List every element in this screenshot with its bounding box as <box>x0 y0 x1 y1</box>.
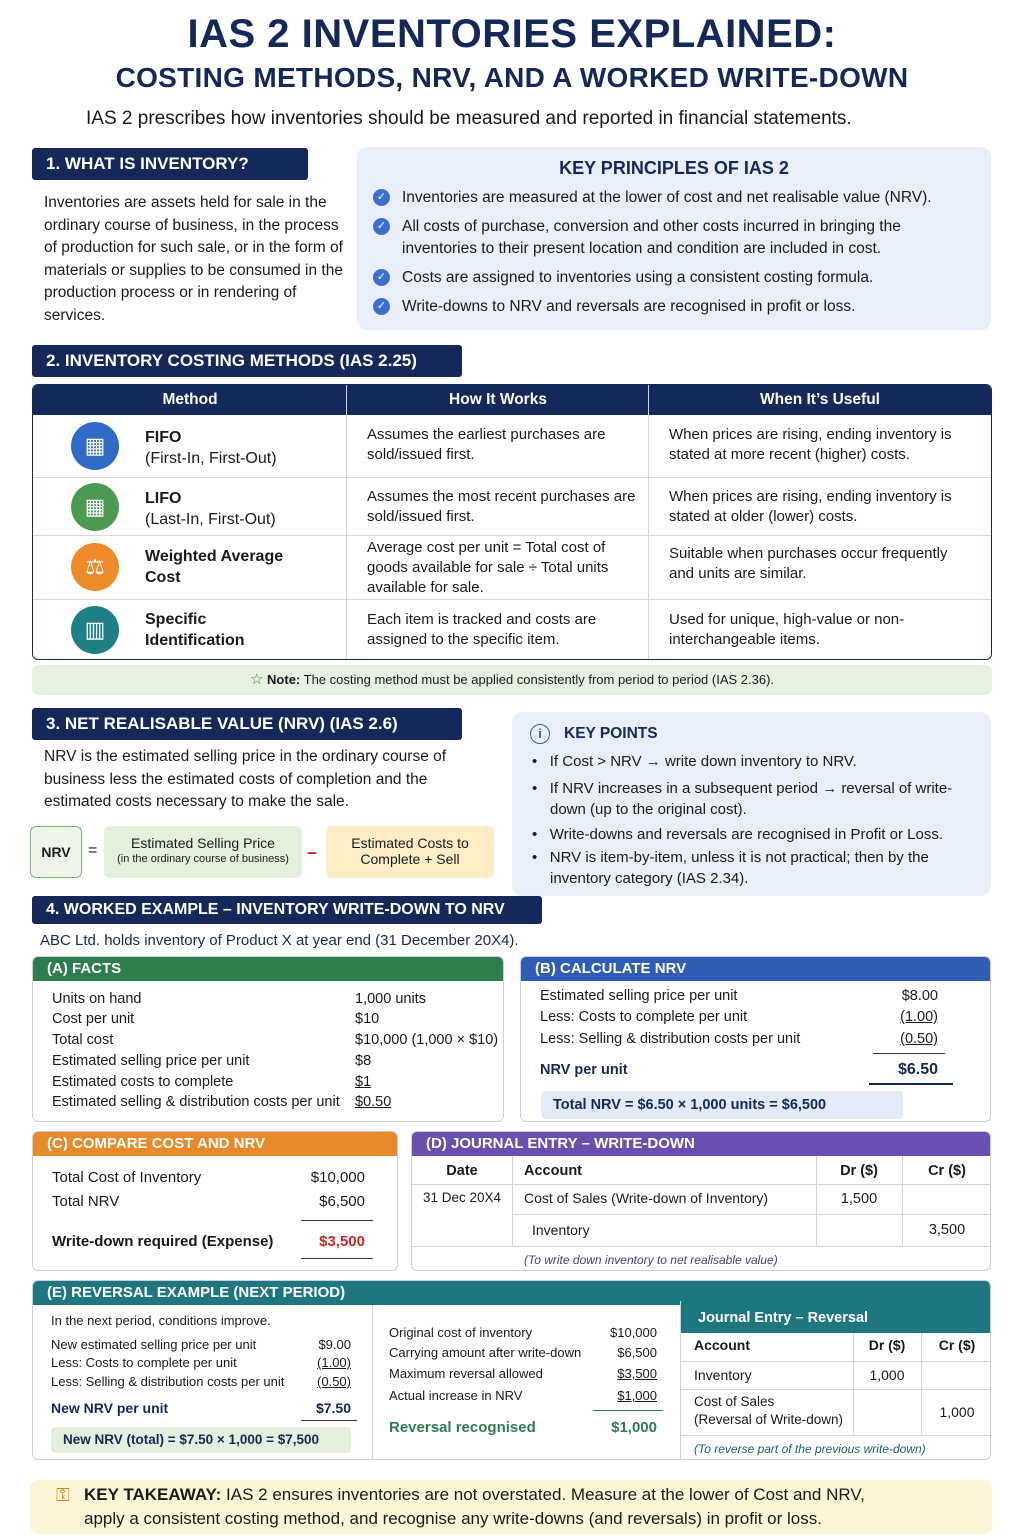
table-row <box>33 599 991 660</box>
keypoint-item: • If NRV increases in a subsequent period → reversal of write-down (up to the original cost). <box>532 780 953 818</box>
intro-text: IAS 2 prescribes how inventories should be measured and reported in financial statements. <box>86 108 852 129</box>
barcode-icon: ▥ <box>71 606 119 654</box>
principle-item: ✓ All costs of purchase, conversion and other costs incurred in bringing the inventories to their present location and condition are included in cost. <box>373 216 963 260</box>
fact-value: 1,000 units <box>355 991 426 1007</box>
reversal-intro: In the next period, conditions improve. <box>51 1313 271 1328</box>
method-when: When prices are rising, ending inventory is stated at more recent (higher) costs. <box>669 426 952 463</box>
keypoints-heading: KEY POINTS <box>564 725 658 742</box>
journal-account: Inventory <box>532 1222 590 1238</box>
nrv-definition: NRV is the estimated selling price in the ordinary course of business less the estimated costs of completion and the estimated costs necessary to make the sale. <box>44 748 447 810</box>
reversal-dr: 1,000 <box>869 1367 905 1383</box>
compare-value: $10,000 <box>310 1169 365 1186</box>
new-nrv-value: $7.50 <box>315 1400 351 1416</box>
scales-icon: ⚖ <box>71 543 119 591</box>
example-intro: ABC Ltd. holds inventory of Product X at year end (31 December 20X4). <box>40 932 519 949</box>
method-how: Assumes the earliest purchases are sold/issued first. <box>367 426 606 463</box>
reversal-narration: (To reverse part of the previous write-down) <box>694 1442 926 1456</box>
reversal-calc-value: $6,500 <box>617 1345 657 1360</box>
total-nrv: Total NRV = $6.50 × 1,000 units = $6,500 <box>541 1091 903 1119</box>
new-nrv-total: New NRV (total) = $7.50 × 1,000 = $7,500 <box>51 1427 351 1453</box>
principles-heading: KEY PRINCIPLES OF IAS 2 <box>559 158 789 178</box>
reversal-cr: 1,000 <box>939 1404 975 1420</box>
keypoint-item: • If Cost > NRV → write down inventory to NRV. <box>532 753 857 770</box>
method-name: Weighted Average <box>145 548 284 565</box>
fact-value: $1 <box>355 1074 372 1090</box>
reversal-calc-value: $10,000 <box>610 1325 657 1340</box>
calc-label: Estimated selling price per unit <box>540 988 738 1004</box>
method-sub: Cost <box>145 569 181 586</box>
formula-nrv: NRV <box>30 826 82 878</box>
reversal-heading: (E) REVERSAL EXAMPLE (NEXT PERIOD) <box>33 1281 990 1305</box>
calc-card <box>520 956 991 1122</box>
writedown-label: Write-down required (Expense) <box>52 1233 274 1250</box>
fact-value: $8 <box>355 1053 372 1069</box>
journal-card <box>411 1131 991 1271</box>
check-icon: ✓ <box>373 218 390 235</box>
writedown-value: $3,500 <box>319 1233 365 1250</box>
fact-label: Estimated selling & distribution costs per unit <box>52 1094 340 1110</box>
formula-costs: Estimated Costs to Complete + Sell <box>326 826 494 878</box>
section3-heading: 3. NET REALISABLE VALUE (NRV) (IAS 2.6) <box>32 708 462 740</box>
reversal-value: (1.00) <box>317 1355 351 1370</box>
inventory-definition: Inventories are assets held for sale in the ordinary course of business, in the process of production for such sale, or in the form of materials or supplies to be consumed in the production process or in rendering of services. <box>44 194 343 324</box>
consistency-note: ☆ Note: The costing method must be applied consistently from period to period (IAS 2.36). <box>32 665 992 695</box>
journal-col-dr: Dr ($) <box>840 1163 878 1179</box>
fact-value: $10,000 (1,000 × $10) <box>355 1032 499 1048</box>
new-nrv-label: New NRV per unit <box>51 1400 169 1416</box>
boxes-icon: ▦ <box>71 483 119 531</box>
keypoints-panel <box>512 712 991 896</box>
nrv-per-unit-label: NRV per unit <box>540 1062 628 1078</box>
nrv-per-unit-value: $6.50 <box>897 1061 938 1078</box>
check-icon: ✓ <box>373 298 390 315</box>
method-when: When prices are rising, ending inventory is stated at older (lower) costs. <box>669 488 952 525</box>
formula-minus: – <box>307 842 318 862</box>
reversal-col-account: Account <box>694 1337 750 1353</box>
principles-panel <box>357 147 991 330</box>
journal-heading: (D) JOURNAL ENTRY – WRITE-DOWN <box>412 1132 990 1156</box>
compare-heading: (C) COMPARE COST AND NRV <box>33 1132 397 1156</box>
column-header-how: How It Works <box>449 391 547 408</box>
reversal-journal-heading: Journal Entry – Reversal <box>681 1303 991 1333</box>
fact-label: Estimated costs to complete <box>52 1074 234 1090</box>
fact-label: Cost per unit <box>52 1011 135 1027</box>
reversal-journal <box>680 1301 991 1460</box>
compare-card <box>32 1131 398 1271</box>
keypoint-item: • Write-downs and reversals are recognised in Profit or Loss. <box>532 826 943 843</box>
key-takeaway <box>30 1480 992 1534</box>
reversal-col-cr: Cr ($) <box>938 1337 976 1353</box>
journal-col-date: Date <box>446 1163 478 1179</box>
reversal-calc-label: Carrying amount after write-down <box>389 1345 582 1360</box>
method-name: LIFO <box>145 490 182 507</box>
compare-label: Total Cost of Inventory <box>52 1169 202 1186</box>
reversal-col-dr: Dr ($) <box>868 1337 906 1353</box>
reversal-value: $9.00 <box>318 1337 351 1352</box>
method-sub: (First-In, First-Out) <box>145 450 277 467</box>
column-header-method: Method <box>162 391 218 408</box>
section1-heading: 1. WHAT IS INVENTORY? <box>32 148 308 180</box>
calc-heading: (B) CALCULATE NRV <box>521 957 990 981</box>
fact-label: Units on hand <box>52 991 142 1007</box>
key-icon: ⚿ <box>56 1485 70 1505</box>
costing-methods-table <box>32 384 992 660</box>
formula-selling-price: Estimated Selling Price (in the ordinary course of business) <box>104 826 302 878</box>
table-header <box>33 385 991 415</box>
compare-value: $6,500 <box>319 1193 365 1210</box>
table-row <box>33 535 991 599</box>
takeaway-text: apply a consistent costing method, and recognise any write-downs (and reversals) in profit or loss. <box>84 1509 822 1528</box>
calc-value: (0.50) <box>900 1031 938 1047</box>
method-how: Each item is tracked and costs are assigned to the specific item. <box>367 611 597 648</box>
method-sub: (Last-In, First-Out) <box>145 511 276 528</box>
fact-label: Total cost <box>52 1032 114 1048</box>
keypoint-item: • NRV is item-by-item, unless it is not practical; then by the inventory category (IAS 2.34). <box>532 849 929 887</box>
reversal-label: New estimated selling price per unit <box>51 1337 257 1352</box>
takeaway-text: IAS 2 ensures inventories are not overstated. Measure at the lower of Cost and NRV, <box>221 1485 865 1504</box>
section4-heading: 4. WORKED EXAMPLE – INVENTORY WRITE-DOWN TO NRV <box>32 896 542 924</box>
principle-item: ✓ Write-downs to NRV and reversals are recognised in profit or loss. <box>373 296 973 318</box>
info-icon: i <box>530 724 550 744</box>
calc-value: (1.00) <box>900 1009 938 1025</box>
reversal-account: Cost of Sales (Reversal of Write-down) <box>694 1394 844 1427</box>
reversal-label: Less: Selling & distribution costs per unit <box>51 1374 285 1389</box>
journal-dr: 1,500 <box>840 1191 878 1207</box>
reversal-calc-label: Actual increase in NRV <box>389 1388 523 1403</box>
principle-item: ✓ Costs are assigned to inventories using a consistent costing formula. <box>373 267 973 289</box>
boxes-icon: ▦ <box>71 422 119 470</box>
reversal-calc-label: Maximum reversal allowed <box>389 1366 543 1381</box>
page-subtitle: COSTING METHODS, NRV, AND A WORKED WRITE-DOWN <box>115 62 909 93</box>
journal-date: 31 Dec 20X4 <box>422 1190 502 1205</box>
journal-col-account: Account <box>524 1163 582 1179</box>
reversal-calc-value: $1,000 <box>617 1388 657 1403</box>
reversal-recognised-value: $1,000 <box>611 1419 657 1436</box>
takeaway-label: KEY TAKEAWAY: <box>84 1485 222 1504</box>
calc-label: Less: Costs to complete per unit <box>540 1009 748 1025</box>
journal-account: Cost of Sales (Write-down of Inventory) <box>524 1190 769 1206</box>
method-when: Used for unique, high-value or non-interchangeable items. <box>669 611 905 648</box>
reversal-recognised-label: Reversal recognised <box>389 1419 536 1436</box>
facts-card <box>32 956 504 1122</box>
reversal-card <box>32 1280 991 1460</box>
reversal-calc-value: $3,500 <box>617 1366 657 1381</box>
table-row <box>33 415 991 477</box>
method-sub: Identification <box>145 632 245 649</box>
check-icon: ✓ <box>373 269 390 286</box>
section2-heading: 2. INVENTORY COSTING METHODS (IAS 2.25) <box>32 345 462 377</box>
fact-value: $0.50 <box>355 1094 392 1110</box>
journal-cr: 3,500 <box>928 1222 966 1238</box>
table-row <box>33 477 991 535</box>
journal-col-cr: Cr ($) <box>928 1163 966 1179</box>
page-title: IAS 2 INVENTORIES EXPLAINED: <box>187 12 837 56</box>
star-icon: ☆ <box>249 671 264 688</box>
fact-value: $10 <box>355 1011 380 1027</box>
reversal-label: Less: Costs to complete per unit <box>51 1355 237 1370</box>
principle-item: ✓ Inventories are measured at the lower of cost and net realisable value (NRV). <box>373 187 973 209</box>
calc-label: Less: Selling & distribution costs per unit <box>540 1031 801 1047</box>
calc-value: $8.00 <box>901 988 938 1004</box>
column-header-when: When It’s Useful <box>760 391 880 408</box>
method-name: Specific <box>145 611 207 628</box>
reversal-calc-label: Original cost of inventory <box>389 1325 533 1340</box>
journal-narration: (To write down inventory to net realisable value) <box>524 1253 778 1267</box>
method-how: Average cost per unit = Total cost of goods available for sale ÷ Total units available for sale. <box>367 539 609 596</box>
reversal-account: Inventory <box>694 1367 752 1383</box>
fact-label: Estimated selling price per unit <box>52 1053 250 1069</box>
reversal-value: (0.50) <box>317 1374 351 1389</box>
formula-equals: = <box>88 842 98 859</box>
check-icon: ✓ <box>373 189 390 206</box>
method-when: Suitable when purchases occur frequently and units are similar. <box>669 545 948 582</box>
method-name: FIFO <box>145 429 182 446</box>
method-how: Assumes the most recent purchases are sold/issued first. <box>367 488 636 525</box>
facts-heading: (A) FACTS <box>33 957 503 981</box>
compare-label: Total NRV <box>52 1193 120 1210</box>
